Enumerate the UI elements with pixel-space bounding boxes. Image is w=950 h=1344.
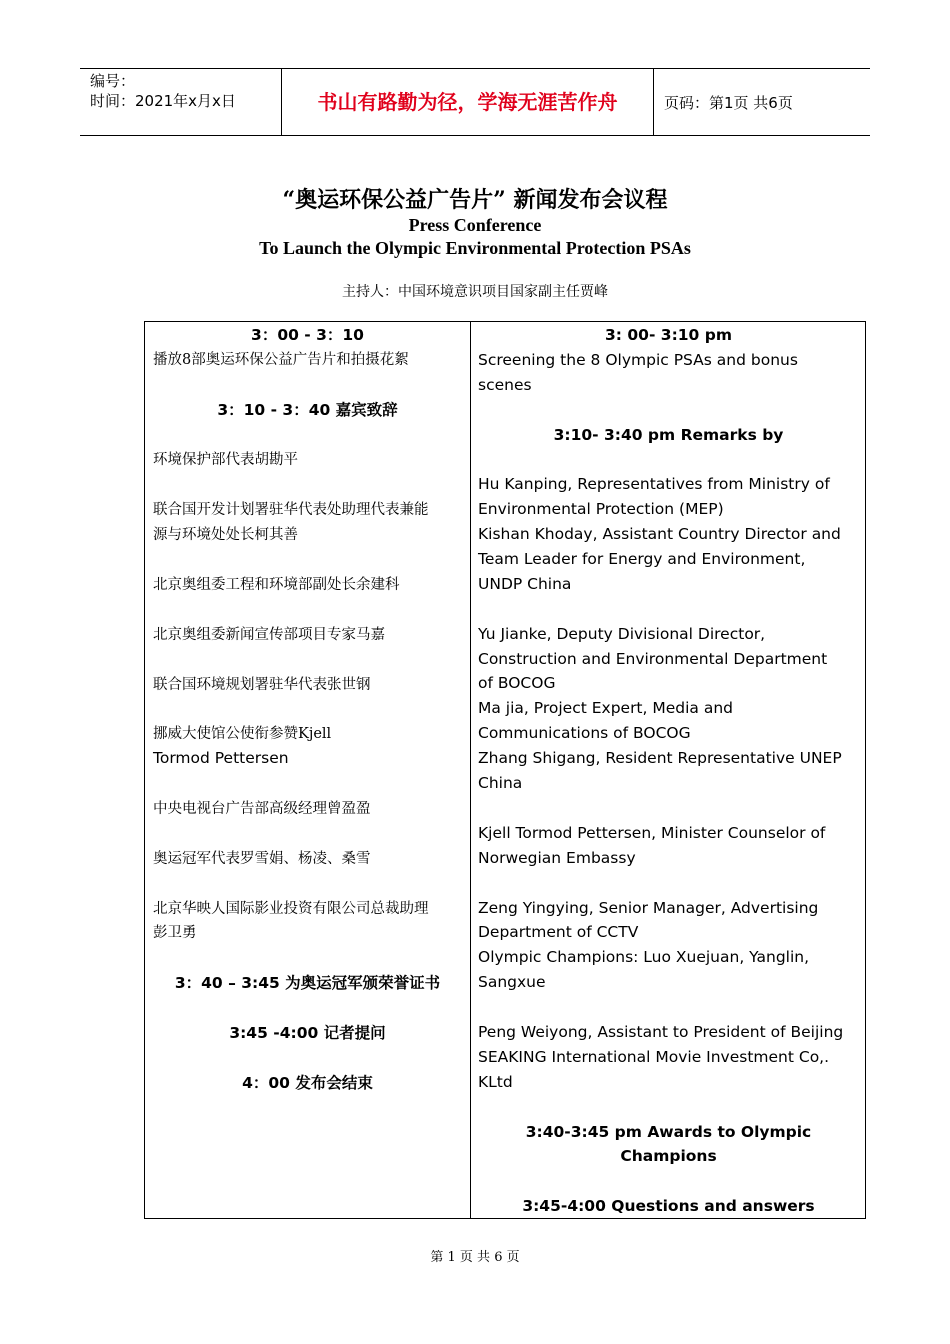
right-speaker-line: Peng Weiyong, Assistant to President of Beijing (478, 1023, 844, 1041)
page-footer: 第 1 页 共 6 页 (430, 1250, 520, 1265)
right-speaker-line: KLtd (478, 1073, 513, 1091)
title-english-line2: To Launch the Olympic Environmental Protection PSAs (259, 238, 691, 258)
right-speaker-line: Team Leader for Energy and Environment, (478, 550, 806, 568)
header-meta (90, 71, 236, 111)
left-speaker: 北京奥组委工程和环境部副处长余建科 (153, 577, 400, 593)
right-time-4: 3:45-4:00 Questions and answers (522, 1197, 815, 1215)
right-speaker-line: Kishan Khoday, Assistant Country Director and (478, 525, 841, 543)
host-line: 主持人：中国环境意识项目国家副主任贾峰 (342, 284, 608, 300)
left-speaker: 彭卫勇 (153, 925, 197, 941)
right-speaker-line: Construction and Environmental Department (478, 650, 828, 668)
left-speaker: 联合国环境规划署驻华代表张世钢 (153, 677, 371, 693)
left-time-4: 3:45 -4:00 记者提问 (229, 1024, 386, 1042)
left-screening: 播放8部奥运环保公益广告片和拍摄花絮 (153, 352, 409, 368)
header-page-number: 页码：第1页 共6页 (664, 94, 793, 112)
header-number: 编号： (90, 72, 136, 90)
right-speaker-line: Department of CCTV (478, 923, 639, 941)
left-speaker: 北京奥组委新闻宣传部项目专家马嘉 (153, 627, 385, 643)
right-speaker-line: Ma jia, Project Expert, Media and (478, 699, 734, 717)
left-speaker: 联合国开发计划署驻华代表处助理代表兼能 (153, 502, 429, 518)
right-time-2: 3:10- 3:40 pm Remarks by (553, 426, 784, 444)
right-speaker-line: China (478, 774, 523, 792)
header-date: 时间：2021年x月x日 (90, 92, 236, 110)
right-time-1: 3: 00- 3:10 pm (605, 326, 732, 344)
left-speaker: 源与环境处处长柯其善 (153, 527, 298, 543)
left-speaker: Tormod Pettersen (153, 749, 289, 767)
right-speaker-line: Communications of BOCOG (478, 724, 691, 742)
right-time-3-line1: 3:40-3:45 pm Awards to Olympic (525, 1123, 812, 1141)
left-time-3: 3：40 – 3:45 为奥运冠军颁荣誉证书 (174, 974, 441, 992)
right-speaker-line: Olympic Champions: Luo Xuejuan, Yanglin, (478, 948, 810, 966)
right-time-3-line2: Champions (620, 1147, 717, 1165)
right-speaker-line: UNDP China (478, 575, 572, 593)
left-time-2: 3：10 - 3：40 嘉宾致辞 (217, 401, 398, 419)
header-slogan: 书山有路勤为径，学海无涯苦作舟 (281, 68, 654, 136)
right-speaker-line: Zhang Shigang, Resident Representative UNEP (478, 749, 842, 767)
right-speaker-line: of BOCOG (478, 674, 556, 692)
left-time-1: 3：00 - 3：10 (251, 326, 364, 344)
column-divider (470, 322, 471, 1218)
title-chinese: “奥运环保公益广告片” 新闻发布会议程 (282, 187, 668, 213)
left-speaker: 奥运冠军代表罗雪娟、杨凌、桑雪 (153, 851, 371, 867)
right-speaker-line: Yu Jianke, Deputy Divisional Director, (478, 625, 766, 643)
document-header (80, 68, 870, 136)
title-english-line1: Press Conference (408, 215, 542, 235)
left-speaker: 挪威大使馆公使衔参赞Kjell (153, 726, 332, 742)
left-speaker: 北京华映人国际影业投资有限公司总裁助理 (153, 901, 429, 917)
right-speaker-line: Hu Kanping, Representatives from Ministry of (478, 475, 830, 493)
right-screening-line2: scenes (478, 376, 532, 394)
right-speaker-line: Environmental Protection (MEP) (478, 500, 724, 518)
right-speaker-line: Norwegian Embassy (478, 849, 636, 867)
agenda-table (144, 321, 866, 1219)
right-speaker-line: Zeng Yingying, Senior Manager, Advertising (478, 899, 819, 917)
right-speaker-line: SEAKING International Movie Investment Co,. (478, 1048, 830, 1066)
right-screening-line1: Screening the 8 Olympic PSAs and bonus (478, 351, 798, 369)
right-speaker-line: Kjell Tormod Pettersen, Minister Counselor of (478, 824, 826, 842)
left-time-5: 4：00 发布会结束 (242, 1074, 373, 1092)
right-speaker-line: Sangxue (478, 973, 546, 991)
left-speaker: 环境保护部代表胡勘平 (153, 452, 298, 468)
left-speaker: 中央电视台广告部高级经理曾盈盈 (153, 801, 371, 817)
